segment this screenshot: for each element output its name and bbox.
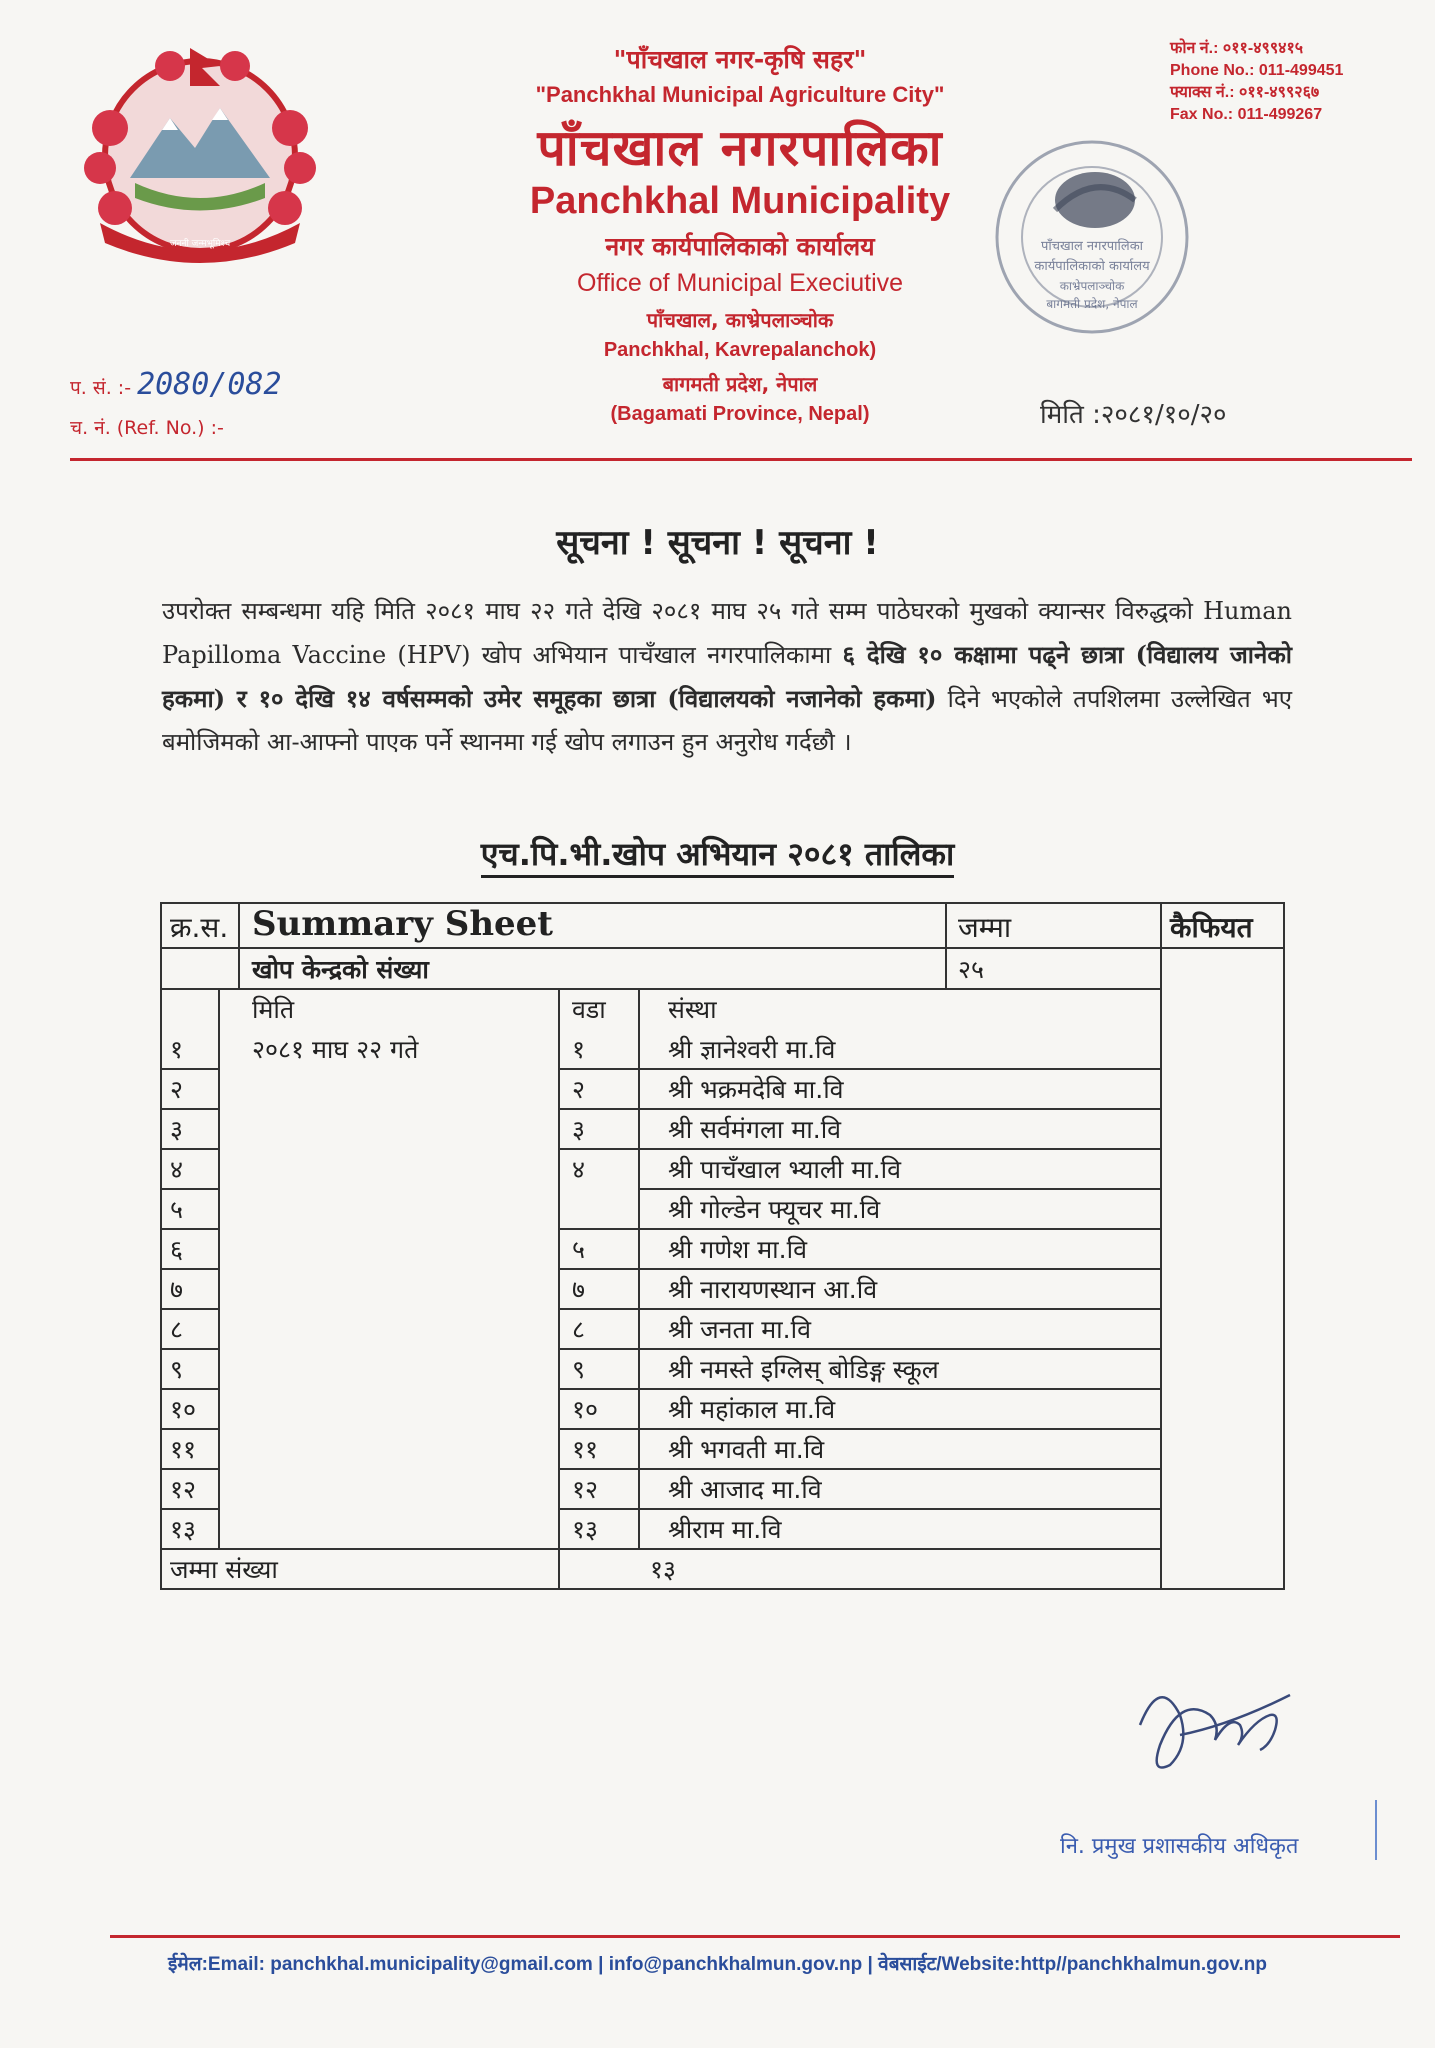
row-sn: ५ [170, 1195, 184, 1224]
svg-text:कार्यपालिकाको कार्यालय: कार्यपालिकाको कार्यालय [1034, 259, 1150, 274]
row-line [160, 1228, 218, 1230]
row-line [558, 1348, 1160, 1350]
row-ward: १२ [572, 1475, 599, 1504]
row-school: श्री भक्रमदेबि मा.वि [668, 1075, 844, 1104]
table-title-text: एच.पि.भी.खोप अभियान २०८१ तालिका [481, 835, 955, 878]
row-line [558, 1508, 1160, 1510]
row-sn: ६ [170, 1235, 184, 1264]
row-line [160, 1508, 218, 1510]
row-line [160, 1428, 218, 1430]
vaccination-table [160, 902, 1285, 1590]
signature-icon [1120, 1655, 1300, 1785]
fax-english: Fax No.: 011-499267 [1170, 106, 1323, 123]
row-line [160, 1308, 218, 1310]
row-line [160, 1068, 218, 1070]
slogan-english: "Panchkhal Municipal Agriculture City" [535, 82, 945, 107]
row-sn: १३ [170, 1515, 197, 1544]
phone-nepali: फोन नं.: ०११-४९९४१५ [1170, 40, 1304, 57]
row-line [160, 1108, 218, 1110]
row-line [558, 1388, 1160, 1390]
row-line [160, 1468, 218, 1470]
province-english: (Bagamati Province, Nepal) [610, 403, 870, 425]
municipality-name-english: Panchkhal Municipality [529, 180, 951, 222]
centers-label: खोप केन्द्रको संख्या [252, 955, 429, 984]
row-ward: ७ [572, 1275, 586, 1304]
table-title [0, 832, 1435, 875]
chalani-label: च. नं. (Ref. No.) :- [70, 417, 224, 439]
row-line [638, 1188, 1160, 1190]
svg-text:जननी जन्मभूमिश्च: जननी जन्मभूमिश्च [169, 239, 231, 249]
row-school: श्री सर्वमंगला मा.वि [668, 1115, 842, 1144]
letterhead [440, 38, 1040, 426]
municipality-name-nepali: पाँचखाल नगरपालिका [537, 119, 943, 177]
patra-number: 2080/082 [137, 367, 282, 402]
row-line [558, 1228, 1160, 1230]
row-line [558, 1548, 1160, 1550]
row-ward: १३ [572, 1515, 599, 1544]
header-total: जम्मा [958, 911, 1012, 944]
province-nepali: बागमती प्रदेश, नेपाल [662, 372, 818, 396]
patra-label: प. सं. :- [70, 377, 132, 399]
row-ward: १० [572, 1395, 599, 1424]
row-ward: ४ [572, 1155, 586, 1184]
signature-mark [1375, 1800, 1377, 1860]
office-name-english: Office of Municipal Execiutive [576, 269, 904, 297]
date-value: २०८१ माघ २२ गते [252, 1035, 419, 1064]
row-line [160, 1388, 218, 1390]
row-sn: ४ [170, 1155, 184, 1184]
office-name-nepali: नगर कार्यपालिकाको कार्यालय [605, 232, 875, 261]
row-school: श्री भगवती मा.वि [668, 1435, 825, 1464]
letter-date: मिति :२०८१/१०/२० [1040, 400, 1227, 430]
row-ward: ९ [572, 1355, 586, 1384]
row-sn: १२ [170, 1475, 197, 1504]
row-line [558, 1148, 1160, 1150]
notice-paragraph [162, 590, 1292, 764]
column-ward: वडा [572, 995, 606, 1024]
svg-text:बागमती प्रदेश, नेपाल: बागमती प्रदेश, नेपाल [1046, 297, 1138, 311]
row-line [160, 1148, 218, 1150]
svg-text:पाँचखाल नगरपालिका: पाँचखाल नगरपालिका [1040, 239, 1144, 254]
paragraph-part-2: दिने भएकोले तपशिलमा उल्लेखित भए बमोजिमको आ-आफ्नो पाएक पर्ने स्थानमा गई खोप लगाउन हुन अनुरोध गर्दछौ । [162, 685, 1292, 756]
row-line [160, 1268, 218, 1270]
row-sn: ९ [170, 1355, 184, 1384]
address-nepali: पाँचखाल, काभ्रेपलाञ्चोक [646, 308, 834, 332]
row-ward: २ [572, 1075, 586, 1104]
row-sn: १ [170, 1035, 184, 1064]
footer-contact: ईमेल:Email: panchkhal.municipality@gmail.com | info@panchkhalmun.gov.np | वेबसाईट/Website:http//panchkhalmun.gov.np [168, 1954, 1267, 1975]
row-line [160, 1548, 218, 1550]
header-sn: क्र.स. [170, 911, 229, 944]
fax-nepali: फ्याक्स नं.: ०११-४९९२६७ [1170, 84, 1320, 101]
row-sn: १० [170, 1395, 197, 1424]
centers-total: २५ [958, 955, 985, 984]
office-stamp-icon [985, 130, 1200, 345]
row-school: श्री नमस्ते इग्लिस् बोडिङ्ग स्कूल [668, 1355, 939, 1384]
row-school: श्री गोल्डेन फ्यूचर मा.वि [668, 1195, 881, 1224]
row-sn: २ [170, 1075, 184, 1104]
row-school: श्री ज्ञानेश्वरी मा.वि [668, 1035, 836, 1064]
row-line [558, 1268, 1160, 1270]
row-sn: ७ [170, 1275, 184, 1304]
row-line [558, 1068, 1160, 1070]
row-school: श्री जनता मा.वि [668, 1315, 811, 1344]
column-school: संस्था [668, 995, 717, 1024]
row-school: श्री गणेश मा.वि [668, 1235, 807, 1264]
paragraph-bold: ६ देखि १० कक्षामा पढ्ने छात्रा (विद्यालय जानेको हकमा) र १० देखि १४ वर्षसम्मको उमेर समूहका छात्रा (विद्यालयको नजानेको हकमा) [162, 640, 1292, 713]
row-school: श्री महांकाल मा.वि [668, 1395, 836, 1424]
svg-text:काभ्रेपलाञ्चोक: काभ्रेपलाञ्चोक [1059, 279, 1125, 293]
row-school: श्री पाचँखाल भ्याली मा.वि [668, 1155, 901, 1184]
row-school: श्री नारायणस्थान आ.वि [668, 1275, 878, 1304]
footer-total-label: जम्मा संख्या [170, 1555, 278, 1584]
row-school: श्रीराम मा.वि [668, 1515, 782, 1544]
footer-total-value: १३ [650, 1555, 677, 1584]
header-remarks: कैफियत [1170, 911, 1253, 944]
row-sn: ८ [170, 1315, 184, 1344]
row-line [160, 1348, 218, 1350]
row-ward: ५ [572, 1235, 586, 1264]
row-school: श्री आजाद मा.वि [668, 1475, 822, 1504]
address-english: Panchkhal, Kavrepalanchok) [603, 339, 877, 361]
row-line [558, 1308, 1160, 1310]
header-summary-sheet: Summary Sheet [252, 904, 554, 944]
row-sn: ३ [170, 1115, 184, 1144]
phone-english: Phone No.: 011-499451 [1170, 62, 1344, 79]
notice-title: सूचना ! सूचना ! सूचना ! [556, 523, 879, 563]
row-ward: ११ [572, 1435, 599, 1464]
header-divider [70, 458, 1412, 461]
contact-block [1170, 38, 1420, 126]
row-line [558, 1108, 1160, 1110]
signatory-title: नि. प्रमुख प्रशासकीय अधिकृत [1060, 1834, 1299, 1859]
row-ward: ३ [572, 1115, 586, 1144]
paragraph-part-1: उपरोक्त सम्बन्धमा यहि मिति २०८१ माघ २२ गते देखि २०८१ माघ २५ गते सम्म पाठेघरको मुखको क्यान्सर विरुद्धको Human Papilloma Vaccine (HPV) खोप अभियान पाचँखाल नगरपालिकामा [162, 597, 1292, 669]
row-sn: ११ [170, 1435, 197, 1464]
nepal-emblem-icon [70, 38, 330, 268]
row-ward: ८ [572, 1315, 586, 1344]
row-line [558, 1428, 1160, 1430]
slogan-nepali: "पाँचखाल नगर-कृषि सहर" [613, 45, 867, 74]
reference-block [70, 365, 282, 448]
row-ward: १ [572, 1035, 586, 1064]
row-line [160, 1188, 218, 1190]
column-date: मिति [252, 995, 295, 1024]
footer-divider [110, 1935, 1400, 1938]
row-line [558, 1468, 1160, 1470]
